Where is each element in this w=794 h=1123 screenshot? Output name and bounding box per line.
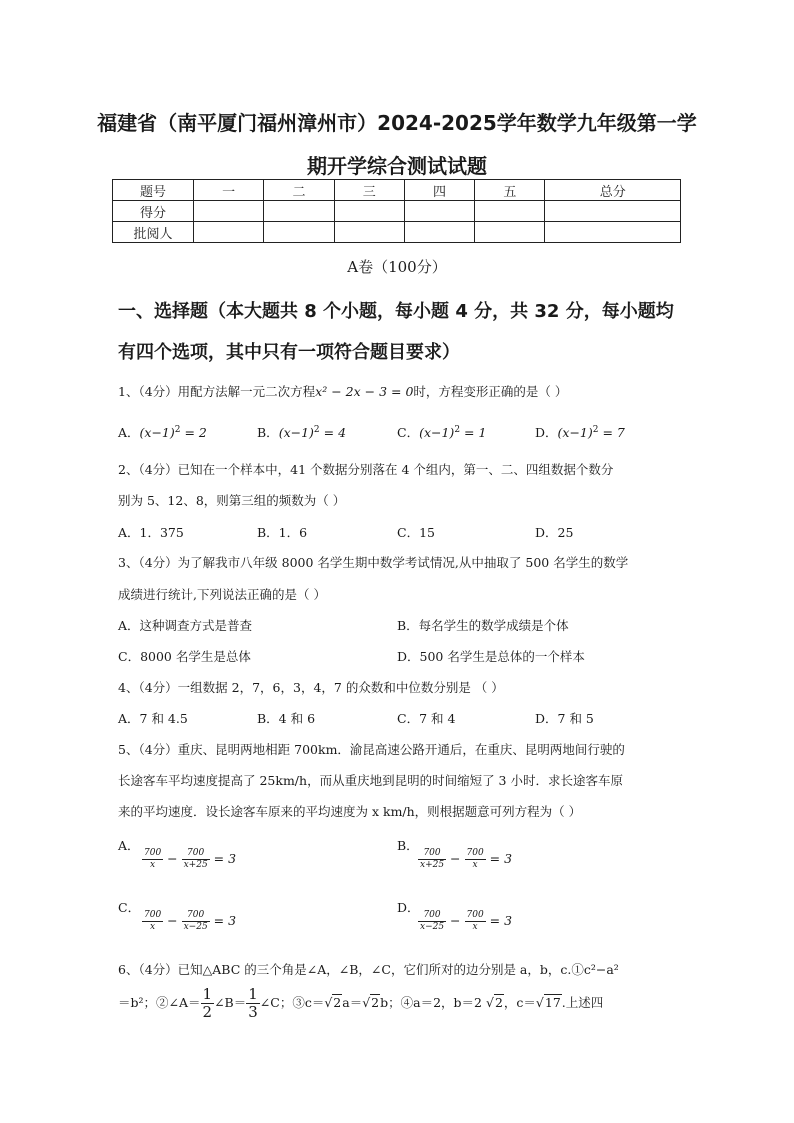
fraction-denominator: x: [150, 860, 156, 870]
fraction-denominator: 2: [202, 1003, 213, 1021]
sqrt: √17: [535, 995, 561, 1010]
option-1c[interactable]: [397, 423, 486, 441]
equation-rhs: = 3: [489, 913, 513, 928]
page-title-line-2: 期开学综合测试试题: [307, 154, 487, 178]
option-3c[interactable]: C．8000 名学生是总体: [118, 649, 251, 664]
sqrt-radicand: 17: [544, 995, 561, 1010]
option-5b-label[interactable]: B．: [397, 838, 419, 853]
fraction: [201, 986, 215, 1021]
option-4b[interactable]: B．4 和 6: [257, 711, 316, 726]
fraction-numerator: 700: [182, 910, 210, 922]
section-heading-line-1: 一、选择题（本大题共 8 个小题，每小题 4 分，共 32 分，每小题均: [118, 301, 674, 322]
fraction: [246, 986, 260, 1021]
question-4-line-1: 4、（4分）一组数据 2，7，6，3，4，7 的众数和中位数分别是 （ ）: [118, 680, 504, 695]
score-cell: [334, 201, 404, 222]
fraction-numerator: 700: [144, 910, 162, 920]
option-5a-equation[interactable]: $\frac{700}{x}$ − $\frac{700}{x+25}$ = 3: [144, 848, 237, 870]
option-label: B．: [257, 425, 279, 440]
score-header-cell: 总分: [545, 180, 681, 201]
fraction-denominator: x+25: [183, 860, 208, 870]
question-3-line-1: 3、（4分）为了解我市八年级 8000 名学生期中数学考试情况,从中抽取了 500 名学生的数学: [118, 555, 629, 570]
reviewer-cell: [334, 222, 404, 243]
question-6-line-1: 6、（4分）已知△ABC 的三个角是∠A，∠B，∠C，它们所对的边分别是 a，b，c.①c²−a²: [118, 962, 619, 977]
reviewer-cell: [404, 222, 474, 243]
fraction-denominator: x: [150, 922, 156, 932]
fraction: [182, 848, 210, 871]
fraction-numerator: 700: [144, 848, 162, 858]
question-text: b；④a＝2，b＝2: [380, 995, 482, 1010]
fraction-numerator: 700: [418, 910, 446, 922]
score-row-label: 得分: [113, 201, 194, 222]
fraction: [418, 910, 446, 933]
question-text: 时，方程变形正确的是（ ）: [413, 384, 568, 399]
option-2c[interactable]: C．15: [397, 525, 435, 540]
sqrt: √2: [485, 995, 503, 1010]
option-label: C．: [397, 425, 420, 440]
option-4c[interactable]: C．7 和 4: [397, 711, 456, 726]
score-cell: [264, 201, 334, 222]
option-math: (x−1): [139, 425, 175, 440]
score-cell: [545, 201, 681, 222]
question-6-line-2: [118, 986, 603, 1021]
score-table-header-row: [113, 180, 681, 201]
question-text: ∠C；③c＝: [259, 995, 325, 1010]
option-math: = 2: [184, 425, 207, 440]
fraction-numerator: 1: [248, 985, 258, 1003]
option-label: D．: [535, 425, 558, 440]
question-text: 1、（4分）用配方法解一元二次方程: [118, 384, 316, 399]
option-2d[interactable]: D．25: [535, 525, 574, 540]
paper-section-subtitle: A卷（100分）: [347, 258, 447, 276]
option-5d-label[interactable]: D．: [397, 900, 420, 915]
score-header-cell: 五: [475, 180, 545, 201]
fraction-numerator: 700: [466, 848, 484, 858]
question-text: ＝b²；②∠A＝: [118, 995, 201, 1010]
score-cell: [194, 201, 264, 222]
option-math: = 1: [464, 425, 487, 440]
equation-rhs: = 3: [213, 851, 237, 866]
option-5a-label[interactable]: A．: [118, 838, 140, 853]
fraction-denominator: x−25: [183, 922, 208, 932]
fraction-numerator: 700: [418, 848, 446, 860]
question-3-line-2: 成绩进行统计,下列说法正确的是（ ）: [118, 587, 326, 602]
question-5-line-2: 长途客车平均速度提高了 25km/h，而从重庆地到昆明的时间缩短了 3 小时．求长途客车原: [118, 773, 623, 788]
fraction-numerator: 700: [182, 848, 210, 860]
fraction: [465, 848, 486, 871]
score-header-cell: 题号: [113, 180, 194, 201]
score-cell: [475, 201, 545, 222]
score-header-cell: 一: [194, 180, 264, 201]
fraction: [465, 910, 486, 933]
sqrt: √2: [362, 995, 380, 1010]
fraction: [142, 848, 163, 871]
fraction-denominator: x: [472, 922, 478, 932]
section-heading-line-2: 有四个选项，其中只有一项符合题目要求）: [118, 342, 460, 363]
score-row: [113, 201, 681, 222]
fraction-numerator: 700: [466, 910, 484, 920]
page-title-line-1: 福建省（南平厦门福州漳州市）2024-2025学年数学九年级第一学: [97, 111, 697, 135]
sqrt-radicand: 2: [494, 995, 503, 1010]
option-5b-equation[interactable]: $\frac{700}{x+25}$ − $\frac{700}{x}$ = 3: [420, 848, 513, 870]
reviewer-cell: [264, 222, 334, 243]
score-header-cell: 三: [334, 180, 404, 201]
sqrt: √2: [324, 995, 342, 1010]
option-exponent: 2: [174, 424, 181, 435]
fraction: [182, 910, 210, 933]
fraction-numerator: 1: [202, 985, 213, 1003]
score-header-cell: 四: [404, 180, 474, 201]
option-3a[interactable]: A．这种调查方式是普查: [118, 618, 253, 633]
question-text: a＝: [342, 995, 363, 1010]
fraction-denominator: x: [472, 860, 478, 870]
equation-rhs: = 3: [213, 913, 237, 928]
question-text: ∠B＝: [214, 995, 247, 1010]
question-text: ，c＝: [503, 995, 536, 1010]
reviewer-cell: [545, 222, 681, 243]
question-5-line-3: 来的平均速度．设长途客车原来的平均速度为 x km/h，则根据题意可列方程为（ ）: [118, 804, 582, 819]
reviewer-row-label: 批阅人: [113, 222, 194, 243]
question-text: .上述四: [561, 995, 604, 1010]
question-5-line-1: 5、（4分）重庆、昆明两地相距 700km．渝昆高速公路开通后，在重庆、昆明两地间行驶的: [118, 742, 625, 757]
question-1: [118, 382, 567, 400]
reviewer-cell: [475, 222, 545, 243]
option-1d[interactable]: [535, 423, 625, 441]
option-exponent: 2: [454, 424, 461, 435]
option-math: = 4: [323, 425, 347, 440]
reviewer-cell: [194, 222, 264, 243]
question-equation: x² − 2x − 3 = 0: [315, 384, 414, 399]
option-math: (x−1): [557, 425, 593, 440]
fraction-denominator: x+25: [420, 860, 445, 870]
option-2b[interactable]: B．1．6: [257, 525, 308, 540]
question-2-line-1: 2、（4分）已知在一个样本中，41 个数据分别落在 4 个组内，第一、二、四组数据个数分: [118, 462, 614, 477]
option-3d[interactable]: D．500 名学生是总体的一个样本: [397, 649, 585, 664]
score-table: [112, 179, 681, 243]
option-5d-equation[interactable]: $\frac{700}{x-25}$ − $\frac{700}{x}$ = 3: [420, 910, 513, 932]
option-1b[interactable]: [257, 423, 346, 441]
option-4d[interactable]: D．7 和 5: [535, 711, 594, 726]
fraction-denominator: 3: [248, 1003, 258, 1021]
option-4a[interactable]: A．7 和 4.5: [118, 711, 188, 726]
fraction: [418, 848, 446, 871]
sqrt-radicand: 2: [371, 995, 380, 1010]
option-label: A．: [118, 425, 140, 440]
fraction-denominator: x−25: [420, 922, 445, 932]
option-2a[interactable]: A．1．375: [118, 525, 184, 540]
score-cell: [404, 201, 474, 222]
option-5c-label[interactable]: C．: [118, 900, 141, 915]
option-math: (x−1): [419, 425, 455, 440]
option-3b[interactable]: B．每名学生的数学成绩是个体: [397, 618, 569, 633]
option-exponent: 2: [313, 424, 320, 435]
score-header-cell: 二: [264, 180, 334, 201]
fraction: [142, 910, 163, 933]
option-math: = 7: [602, 425, 625, 440]
option-5c-equation[interactable]: $\frac{700}{x}$ − $\frac{700}{x-25}$ = 3: [144, 910, 237, 932]
question-2-line-2: 别为 5、12、8，则第三组的频数为（ ）: [118, 493, 346, 508]
reviewer-row: [113, 222, 681, 243]
option-math: (x−1): [278, 425, 314, 440]
option-exponent: 2: [592, 424, 599, 435]
equation-rhs: = 3: [489, 851, 513, 866]
sqrt-radicand: 2: [333, 995, 342, 1010]
option-1a[interactable]: [118, 423, 207, 441]
